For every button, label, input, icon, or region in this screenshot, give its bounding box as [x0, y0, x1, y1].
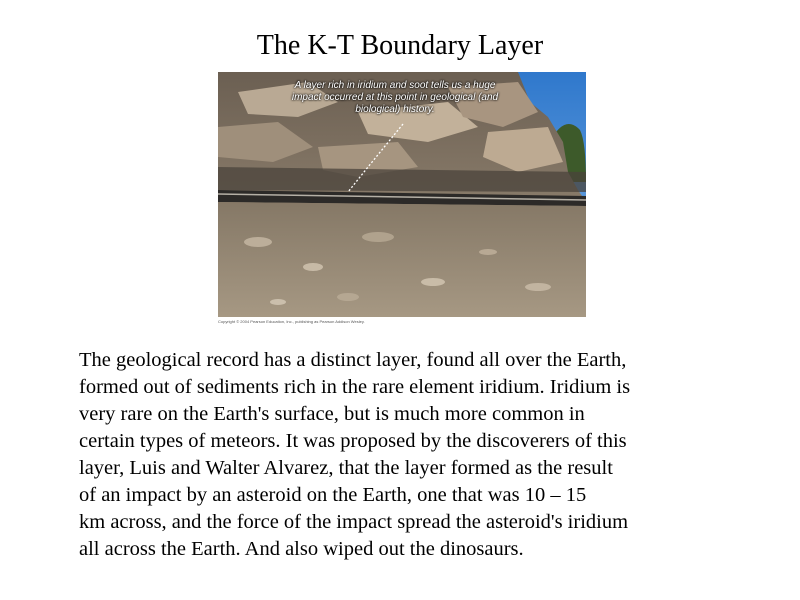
- rock: [421, 278, 445, 286]
- rock: [362, 232, 394, 242]
- kt-boundary-photo: [218, 72, 586, 317]
- body-line: layer, Luis and Walter Alvarez, that the layer formed as the result: [79, 457, 613, 479]
- rock: [270, 299, 286, 305]
- rock: [337, 293, 359, 301]
- rock: [303, 263, 323, 271]
- body-paragraph: [79, 347, 749, 563]
- body-line: of an impact by an asteroid on the Earth, one that was 10 – 15: [79, 484, 587, 506]
- body-line: The geological record has a distinct layer, found all over the Earth,: [79, 349, 627, 371]
- body-line: formed out of sediments rich in the rare element iridium. Iridium is: [79, 376, 631, 398]
- rock: [479, 249, 497, 255]
- rock: [244, 237, 272, 247]
- body-line: very rare on the Earth's surface, but is much more common in: [79, 403, 585, 425]
- body-line: km across, and the force of the impact spread the asteroid's iridium: [79, 511, 629, 533]
- photo-caption: A layer rich in iridium and soot tells us a huge impact occurred at this point in geological (and biological) history.: [291, 80, 499, 115]
- slide-title: The K-T Boundary Layer: [256, 30, 544, 61]
- copyright-note: Copyright © 2004 Pearson Education, Inc., publishing as Pearson Addison Wesley.: [218, 319, 365, 324]
- rock: [525, 283, 551, 291]
- body-line: all across the Earth. And also wiped out the dinosaurs.: [79, 538, 524, 560]
- body-line: certain types of meteors. It was proposed by the discoverers of this: [79, 430, 627, 452]
